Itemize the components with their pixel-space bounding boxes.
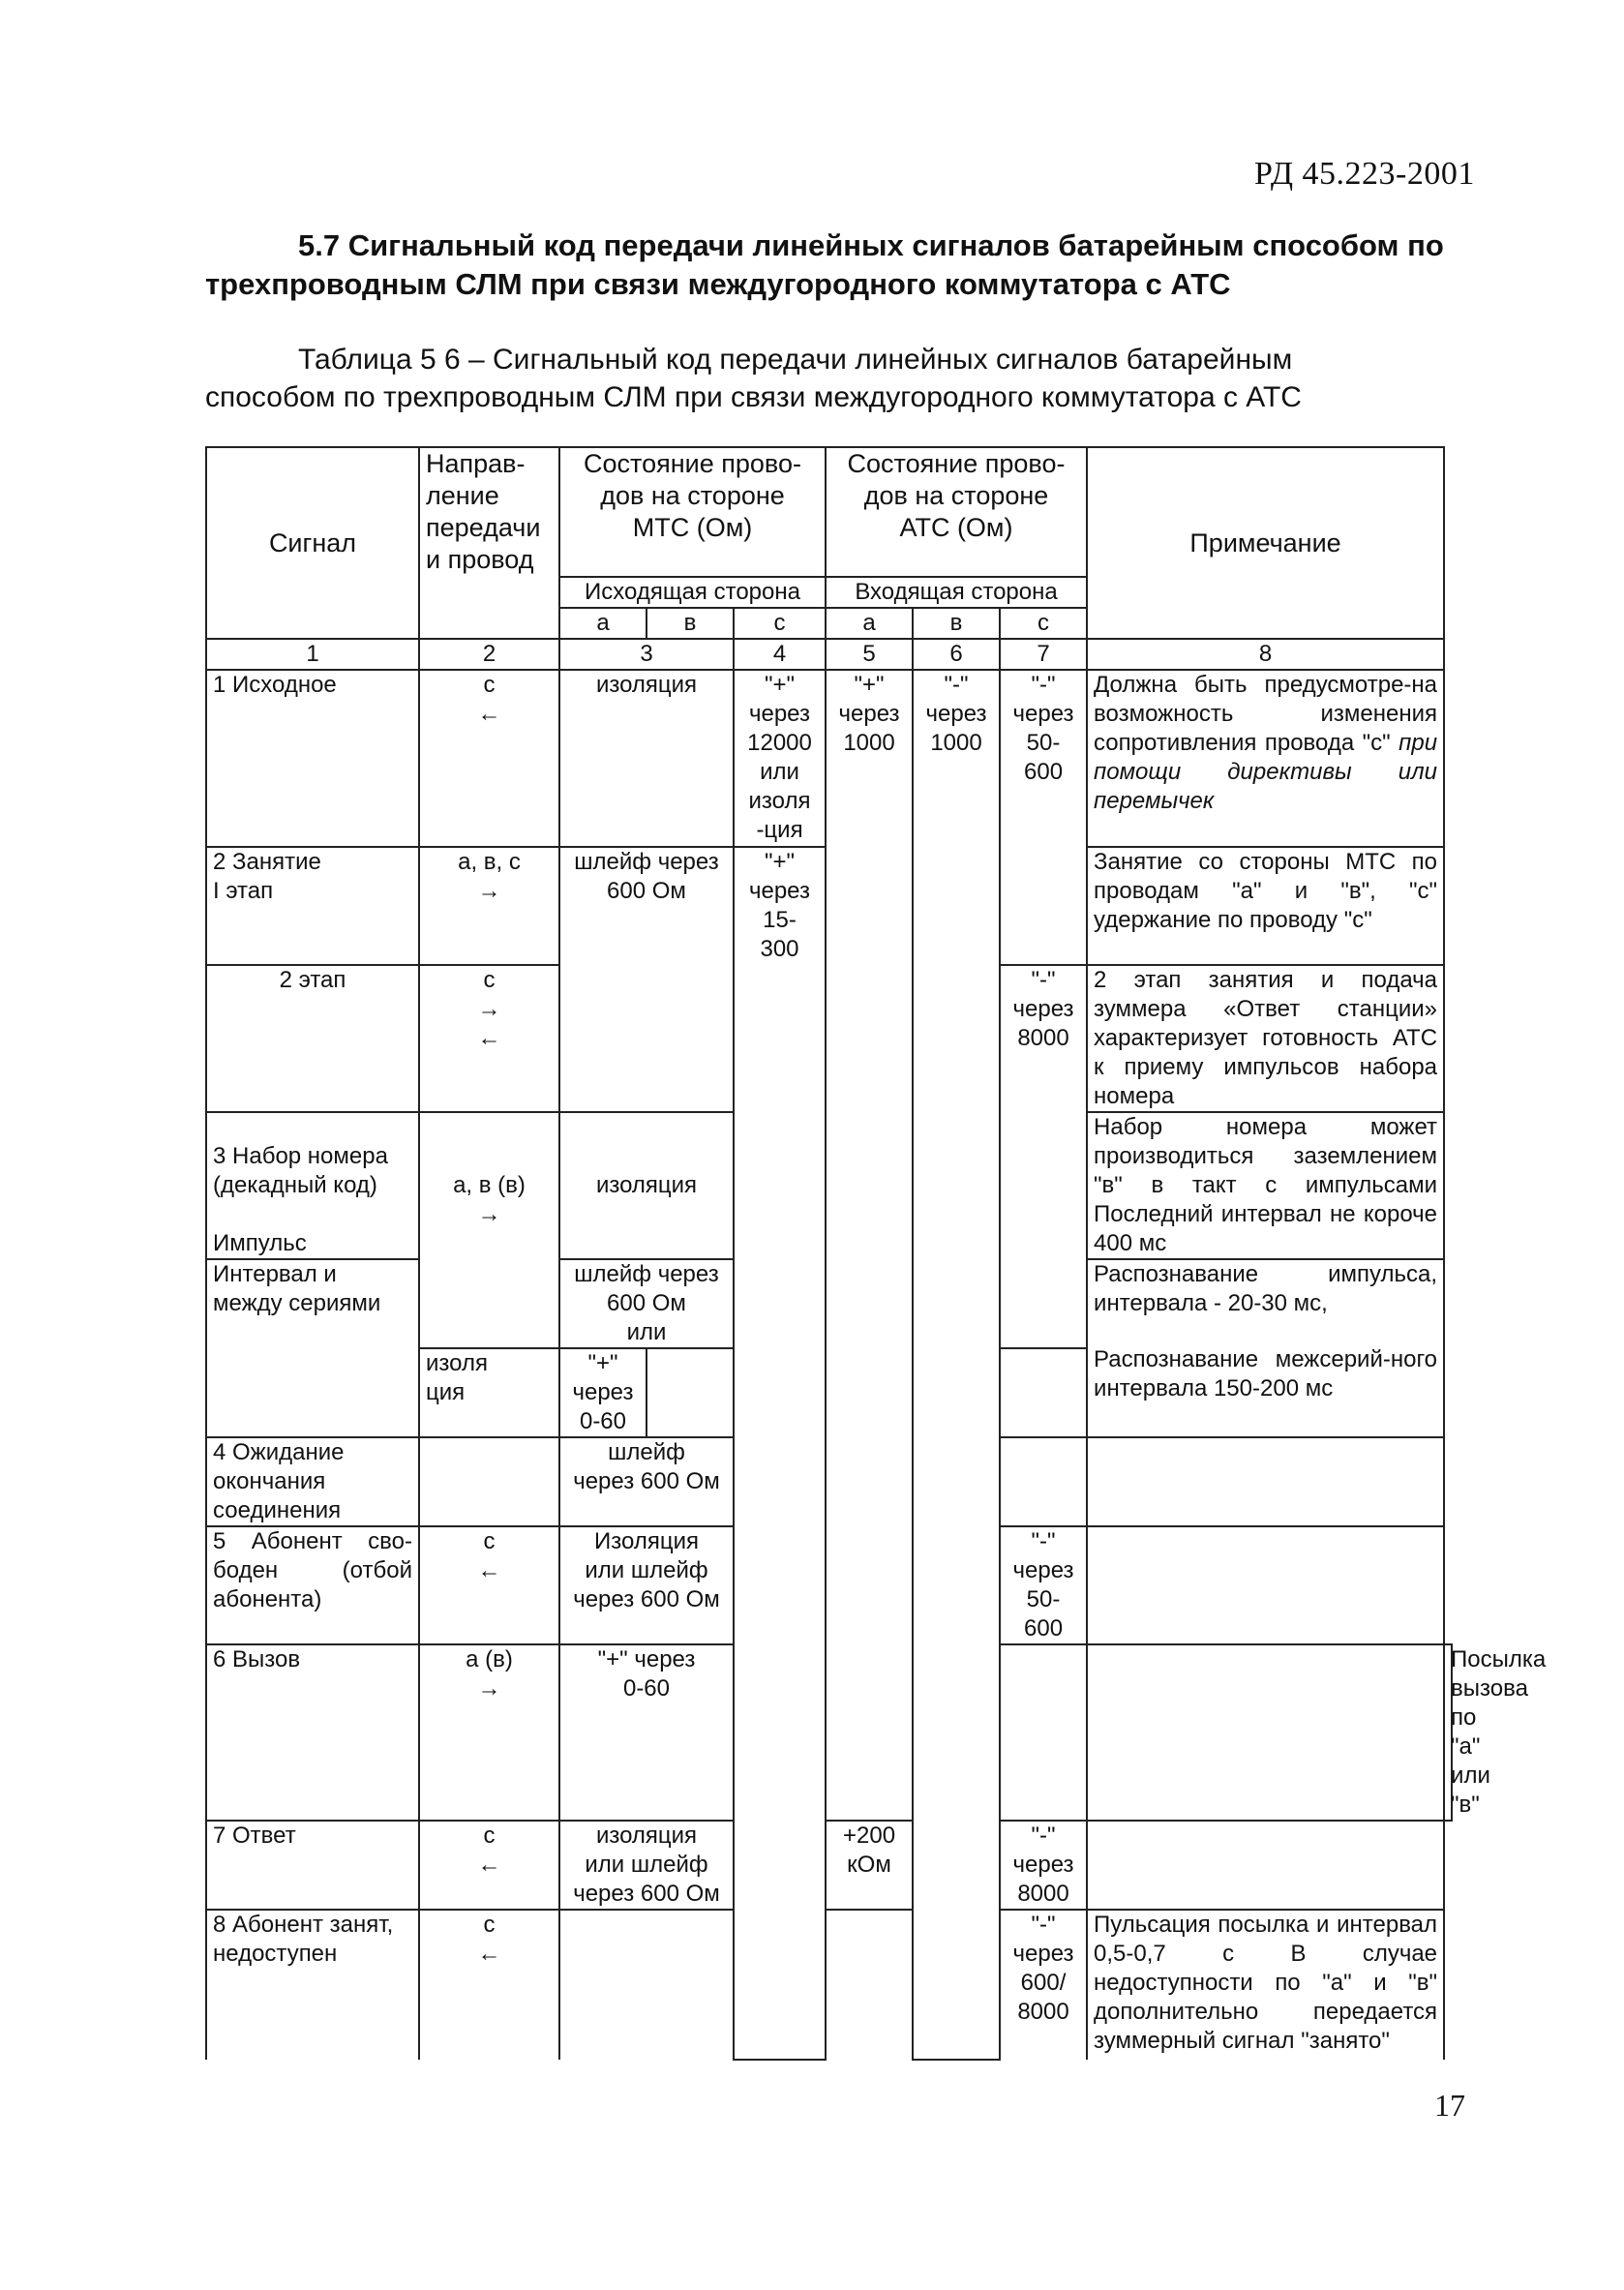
row6-mts: шлейф через 600 Ом bbox=[559, 1437, 734, 1526]
row4-note: Набор номера может производиться заземлением "в" в такт с импульсами Последний интервал не короче 400 мс bbox=[1087, 1112, 1444, 1259]
row1-direction: с ← bbox=[419, 670, 559, 847]
row4-signal bbox=[206, 1112, 419, 1259]
header-outgoing-side: Исходящая сторона bbox=[559, 577, 826, 608]
row5-note-part2: Распознавание межсерий-ного интервала 150-200 мс bbox=[1094, 1346, 1438, 1401]
row4-signal-pulse: Импульс bbox=[213, 1230, 307, 1256]
row2-mts-c: "+" через 15- 300 bbox=[734, 847, 826, 2060]
row3-note: 2 этап занятия и подача зуммера «Ответ станции» характеризует готовность АТС к приему импульсов набора номера bbox=[1087, 965, 1444, 1112]
row10-signal: 8 Абонент занят, недоступен bbox=[206, 1910, 419, 2060]
table-caption-line-2: способом по трехпроводным СЛМ при связи междугородного коммутатора с АТС bbox=[205, 381, 1302, 413]
row3-ats-c: "-" через 8000 bbox=[1000, 965, 1087, 1348]
row10-direction: с ← bbox=[419, 1910, 559, 2060]
row10-note: Пульсация посылка и интервал 0,5-0,7 с В случае недоступности по "а" и "в" дополнительно передается зуммерный сигнал "занято" bbox=[1087, 1910, 1444, 2060]
row1-note-part2: при помощи директивы или перемычек bbox=[1094, 730, 1438, 814]
row5-note-part1: Распознавание импульса, интервала - 20-30 мс, bbox=[1094, 1261, 1438, 1316]
header-incoming-side: Входящая сторона bbox=[826, 577, 1087, 608]
section-title-line-2: трехпроводным СЛМ при связи междугородного коммутатора с АТС bbox=[205, 267, 1231, 301]
column-number: 3 bbox=[559, 639, 734, 670]
row9-signal: 7 Ответ bbox=[206, 1821, 419, 1910]
column-number: 5 bbox=[826, 639, 913, 670]
header-mts-wire-a: а bbox=[559, 608, 647, 639]
header-signal: Сигнал bbox=[206, 447, 419, 639]
header-note: Примечание bbox=[1087, 447, 1444, 639]
row5-note bbox=[1087, 1259, 1444, 1437]
section-title bbox=[205, 226, 1454, 304]
row9-ats-a: +200 кОм bbox=[826, 1821, 913, 1910]
signal-code-table bbox=[205, 446, 1547, 2061]
page-number: 17 bbox=[1434, 2088, 1465, 2123]
row7-signal: 5 Абонент сво-боден (отбой абонента) bbox=[206, 1526, 419, 1644]
header-direction: Направ- ление передачи и провод bbox=[419, 447, 559, 639]
document-code: РД 45.223-2001 bbox=[1254, 156, 1475, 192]
column-number: 1 bbox=[206, 639, 419, 670]
row6-note bbox=[1087, 1437, 1444, 1526]
row1-signal: 1 Исходное bbox=[206, 670, 419, 847]
row7-direction: с ← bbox=[419, 1526, 559, 1644]
row2-note: Занятие со стороны МТС по проводам "а" и "в", "с" удержание по проводу "с" bbox=[1087, 847, 1444, 965]
column-number: 7 bbox=[1000, 639, 1087, 670]
header-ats-wire-b: в bbox=[913, 608, 1000, 639]
row1-note bbox=[1087, 670, 1444, 847]
row4-signal-title: 3 Набор номера (декадный код) bbox=[213, 1143, 388, 1198]
row1-note-part1: Должна быть предусмотре-на возможность изменения сопротивления провода "с" bbox=[1094, 672, 1438, 756]
header-ats-wire-c: с bbox=[1000, 608, 1087, 639]
row6-ats-c bbox=[1000, 1437, 1087, 1526]
row9-direction: с ← bbox=[419, 1821, 559, 1910]
row7-mts: Изоляция или шлейф через 600 Ом bbox=[559, 1526, 734, 1644]
row8-ats-c bbox=[1087, 1644, 1444, 1821]
header-mts-state: Состояние прово- дов на стороне МТС (Ом) bbox=[559, 447, 826, 577]
column-number: 6 bbox=[913, 639, 1000, 670]
row1-mts-c: "+" через 12000 или изоля -ция bbox=[734, 670, 826, 847]
row3-direction: с → ← bbox=[419, 965, 559, 1112]
row5-mts: шлейф через 600 Ом или bbox=[559, 1259, 734, 1348]
row1-ats-b: "-" через 1000 bbox=[913, 670, 1000, 2060]
row5-mts-alt-ab: изоля ция bbox=[419, 1348, 559, 1437]
row5-mts-alt-c: "+" через 0-60 bbox=[559, 1348, 647, 1437]
row3-signal: 2 этап bbox=[206, 965, 419, 1112]
row9-note bbox=[1087, 1821, 1444, 1910]
column-number: 4 bbox=[734, 639, 826, 670]
header-mts-wire-b: в bbox=[647, 608, 734, 639]
row10-ats-c: "-" через 600/ 8000 bbox=[1000, 1910, 1087, 2060]
row4-mts: изоляция bbox=[559, 1112, 734, 1259]
header-mts-wire-c: с bbox=[734, 608, 826, 639]
signal-code-table-wrapper bbox=[205, 446, 1547, 2054]
section-title-line-1: 5.7 Сигнальный код передачи линейных сигналов батарейным способом по bbox=[298, 228, 1444, 262]
row7-ats-c: "-" через 50- 600 bbox=[1000, 1526, 1087, 1644]
table-caption-line-1: Таблица 5 6 – Сигнальный код передачи линейных сигналов батарейным bbox=[298, 344, 1293, 376]
row9-ats-c: "-" через 8000 bbox=[1000, 1821, 1087, 1910]
row6-direction bbox=[419, 1437, 559, 1526]
row5-ats-c bbox=[647, 1348, 734, 1437]
row10-mts bbox=[559, 1910, 734, 2060]
row9-mts: изоляция или шлейф через 600 Ом bbox=[559, 1821, 734, 1910]
header-ats-wire-a: а bbox=[826, 608, 913, 639]
row8-signal: 6 Вызов bbox=[206, 1644, 419, 1821]
row1-ats-a: "+" через 1000 bbox=[826, 670, 913, 1821]
row6-signal: 4 Ожидание окончания соединения bbox=[206, 1437, 419, 1526]
row5-signal: Интервал и между сериями bbox=[206, 1259, 419, 1437]
row2-mts-ab: шлейф через 600 Ом bbox=[559, 847, 734, 1112]
row10-ats-a bbox=[826, 1910, 913, 2060]
row4-direction: а, в (в) → bbox=[419, 1112, 559, 1348]
row8-note: Посылка вызова по "а" или "в" bbox=[1444, 1644, 1452, 1821]
row8-mts: "+" через 0-60 bbox=[559, 1644, 734, 1821]
row1-ats-c: "-" через 50- 600 bbox=[1000, 670, 1087, 965]
row8-ats-a bbox=[1000, 1644, 1087, 1821]
table-caption bbox=[205, 341, 1454, 416]
row2-direction: а, в, с → bbox=[419, 847, 559, 965]
row2-signal: 2 Занятие I этап bbox=[206, 847, 419, 965]
row1-mts-ab: изоляция bbox=[559, 670, 734, 847]
column-number: 2 bbox=[419, 639, 559, 670]
header-ats-state: Состояние прово- дов на стороне АТС (Ом) bbox=[826, 447, 1087, 577]
column-number: 8 bbox=[1087, 639, 1444, 670]
row7-note bbox=[1087, 1526, 1444, 1644]
row8-direction: а (в) → bbox=[419, 1644, 559, 1821]
